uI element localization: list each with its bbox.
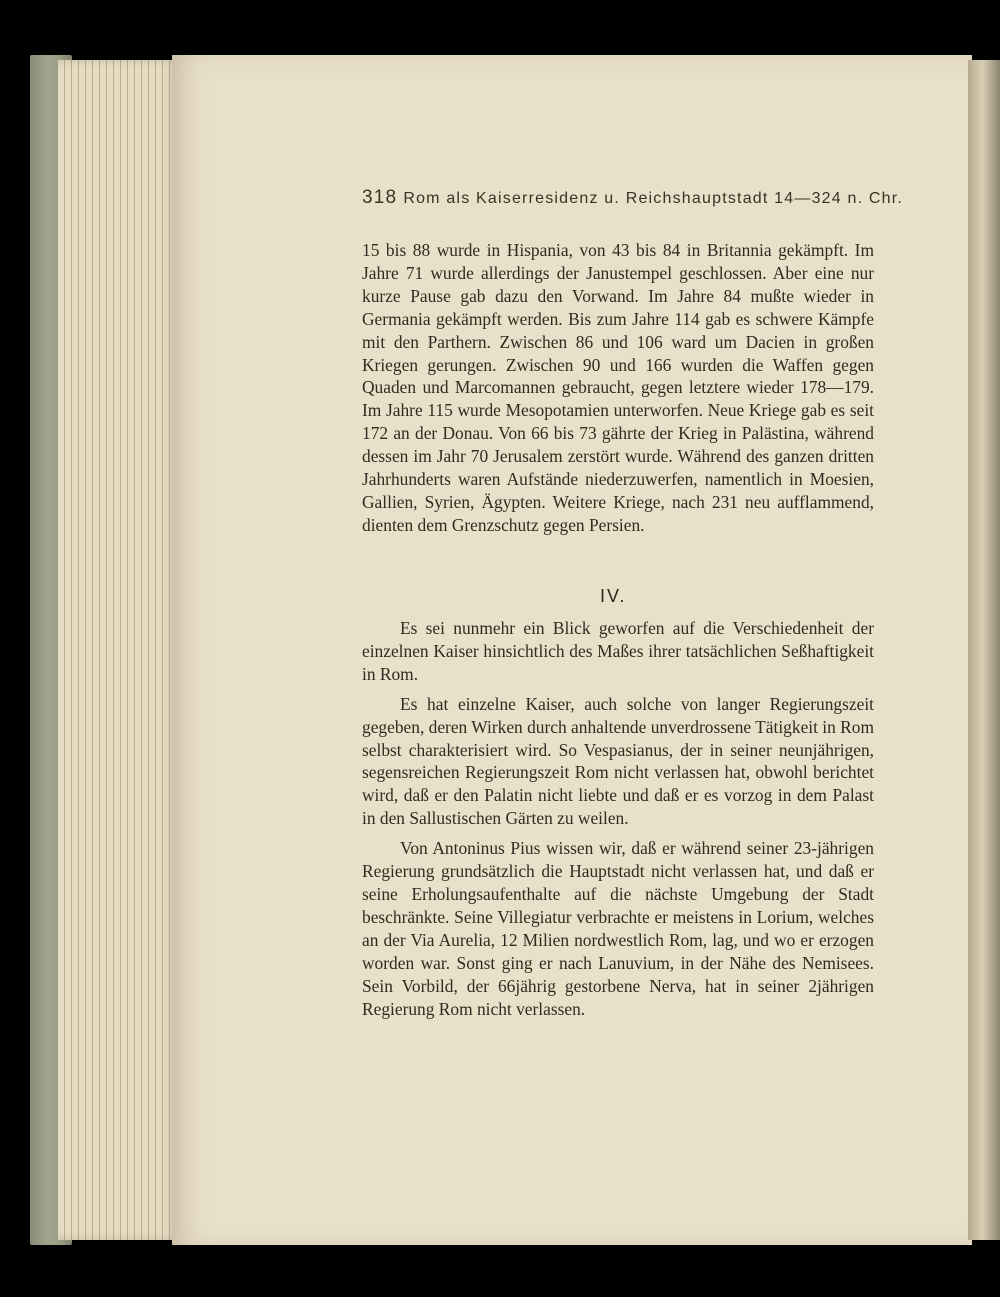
paragraph: 15 bis 88 wurde in Hispania, von 43 bis 84 in Britannia gekämpft. Im Jahre 71 wurde allerdings der Janustempel geschlossen. Aber eine nur kurze Pause gab dazu den Vorwand. Im Jahre 84 mußte wieder in Germania gekämpft werden. Bis zum Jahre 114 gab es schwere Kämpfe mit den Parthern. Zwischen 86 und 106 ward um Dacien in großen Kriegen gerungen. Zwischen 90 und 166 wurden die Waffen gegen Quaden und Marcomannen gebraucht, gegen letztere wieder 178—179. Im Jahre 115 wurde Mesopotamien unterworfen. Neue Kriege gab es seit 172 an der Donau. Von 66 bis 73 gährte der Krieg in Palästina, während dessen im Jahr 70 Jerusalem zerstört wurde. Während des ganzen dritten Jahrhunderts waren Aufstände niederzuwerfen, namentlich in Moesien, Gallien, Syrien, Ägypten. Weitere Kriege, nach 231 neu aufflammend, dienten dem Grenzschutz gegen Persien. — [362, 240, 874, 535]
running-title: Rom als Kaiserresidenz u. Reichshauptstadt 14—324 n. Chr. — [403, 190, 904, 207]
continued-paragraph — [362, 239, 874, 537]
paragraph: Es sei nunmehr ein Blick geworfen auf die Verschiedenheit der einzelnen Kaiser hinsichtlich des Maßes ihrer tatsächlichen Seßhaftigkeit in Rom. — [362, 618, 874, 684]
running-header — [362, 187, 904, 209]
page-stack-edges — [58, 60, 178, 1240]
section-body — [362, 617, 874, 1020]
page-number: 318 — [362, 187, 398, 208]
paragraph: Von Antoninus Pius wissen wir, daß er während seiner 23-jährigen Regierung grundsätzlich die Hauptstadt nicht verlassen hat, und daß er seine Erholungsaufenthalte auf die nächste Umgebung der Stadt beschränkte. Seine Villegiatur verbrachte er meistens in Lorium, welches an der Via Aurelia, 12 Milien nordwestlich Rom, lag, und wo er erzogen worden war. Sonst ging er nach Lanuvium, in der Nähe des Nemisees. Sein Vorbild, der 66jährig gestorbene Nerva, hat in seiner 2jährigen Regierung Rom nicht verlassen. — [362, 838, 874, 1019]
paragraph: Es hat einzelne Kaiser, auch solche von langer Regierungszeit gegeben, deren Wirken durch anhaltende unverdrossene Tätigkeit in Rom selbst charakterisiert wird. So Vespasianus, der in seiner neunjährigen, segensreichen Regierungszeit Rom nicht verlassen hat, obwohl berichtet wird, daß er den Palatin nicht liebte und daß er es vorzog in dem Palast in den Sallustischen Gärten zu weilen. — [362, 693, 874, 829]
right-page-gutter — [968, 60, 1000, 1240]
section-heading: IV. — [600, 586, 627, 606]
